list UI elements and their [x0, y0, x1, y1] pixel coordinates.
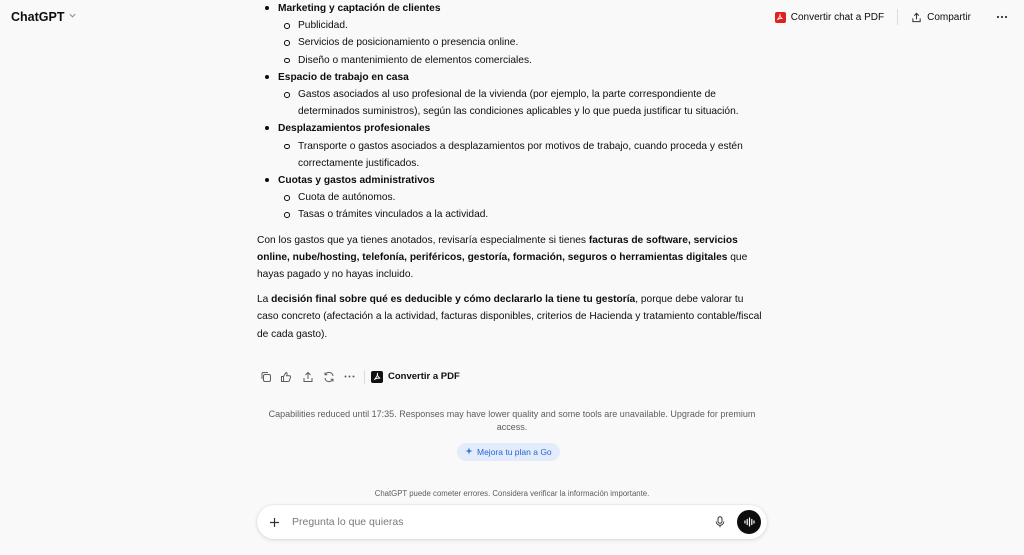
paragraph-bold-text: facturas de software, servicios online, nube/hosting, telefonía, periféricos, gestoría, formación, seguros o herramientas digitales — [257, 234, 738, 263]
sub-list — [278, 17, 767, 69]
more-options-button[interactable] — [982, 15, 1014, 19]
share-icon — [911, 12, 922, 23]
top-actions — [764, 7, 1014, 27]
list-item: Cuota de autónomos. — [278, 189, 767, 206]
add-attachment-button[interactable] — [266, 514, 282, 530]
microphone-icon — [715, 516, 725, 528]
upgrade-plan-label: Mejora tu plan a Go — [477, 447, 552, 457]
chevron-down-icon — [68, 11, 77, 22]
list-item: Tasas o trámites vinculados a la actividad. — [278, 206, 767, 223]
list-item: Publicidad. — [278, 17, 767, 34]
convert-chat-pdf-label: Convertir chat a PDF — [790, 11, 885, 23]
section-title: Desplazamientos profesionales — [278, 123, 431, 135]
list-item — [257, 0, 767, 69]
more-actions-button[interactable] — [341, 368, 358, 385]
sub-list — [278, 138, 767, 172]
feedback-button[interactable] — [278, 368, 295, 385]
share-icon — [302, 371, 314, 383]
list-item — [257, 172, 767, 224]
divider — [364, 370, 365, 384]
expense-sections-list — [257, 0, 767, 224]
section-title: Marketing y captación de clientes — [278, 3, 441, 14]
sub-list — [278, 86, 767, 120]
section-title: Cuotas y gastos administrativos — [278, 175, 435, 187]
list-item — [257, 120, 767, 172]
message-actions — [257, 368, 460, 385]
share-label: Compartir — [927, 11, 971, 23]
dictate-button[interactable] — [712, 514, 728, 530]
sub-list — [278, 189, 767, 223]
share-button[interactable] — [900, 7, 982, 27]
convert-pdf-label: Convertir a PDF — [388, 371, 460, 382]
advice-paragraph — [257, 291, 767, 343]
section-title: Espacio de trabajo en casa — [278, 71, 409, 83]
share-message-button[interactable] — [299, 368, 316, 385]
waveform-icon — [744, 517, 755, 527]
pdf-icon — [775, 12, 786, 23]
prompt-input[interactable] — [292, 516, 712, 528]
sparkle-icon — [465, 447, 473, 457]
voice-mode-button[interactable] — [737, 510, 761, 534]
disclaimer-text: ChatGPT puede cometer errores. Considera verificar la información importante. — [374, 489, 650, 498]
upgrade-plan-button[interactable] — [457, 443, 560, 461]
divider — [897, 9, 898, 25]
list-item — [257, 69, 767, 121]
list-item: Gastos asociados al uso profesional de la vivienda (por ejemplo, la parte correspondiente de determinados suministros), según las condiciones aplicables y lo que pueda justificar tu situación. — [278, 86, 767, 120]
list-item: Servicios de posicionamiento o presencia online. — [278, 34, 767, 51]
refresh-icon — [323, 371, 335, 383]
paragraph-text: La — [257, 294, 272, 306]
list-item: Transporte o gastos asociados a desplazamientos por motivos de trabajo, cuando proceda y estén correctamente justificados. — [278, 138, 767, 172]
list-item: Diseño o mantenimiento de elementos comerciales. — [278, 52, 767, 69]
composer — [257, 505, 767, 539]
convert-chat-pdf-button[interactable] — [764, 7, 895, 27]
plus-icon — [269, 517, 280, 528]
regenerate-button[interactable] — [320, 368, 337, 385]
model-selector[interactable] — [11, 10, 77, 24]
capability-notice: Capabilities reduced until 17:35. Responses may have lower quality and some tools are unavailable. Upgrade for premium access. — [268, 409, 756, 432]
pdf-icon — [371, 371, 383, 383]
assistant-message — [257, 0, 767, 343]
more-horizontal-icon — [996, 15, 1008, 19]
paragraph-text: que hayas pagado y no hayas incluido. — [257, 251, 748, 281]
copy-button[interactable] — [257, 368, 274, 385]
thumbs-icon — [280, 371, 293, 383]
convert-pdf-button[interactable] — [371, 371, 460, 383]
copy-icon — [260, 371, 272, 383]
paragraph-text: Con los gastos que ya tienes anotados, revisaría especialmente si tienes — [257, 234, 589, 246]
paragraph-text: , porque debe valorar tu caso concreto (afectación a la actividad, facturas disponibles, criterios de Hacienda y tratamiento contable/fiscal de cada gasto). — [257, 294, 762, 340]
paragraph-bold-text: decisión final sobre qué es deducible y cómo declararlo la tiene tu gestoría — [271, 294, 636, 306]
more-horizontal-icon — [344, 375, 355, 378]
summary-paragraph — [257, 232, 767, 284]
app-title: ChatGPT — [11, 10, 65, 24]
